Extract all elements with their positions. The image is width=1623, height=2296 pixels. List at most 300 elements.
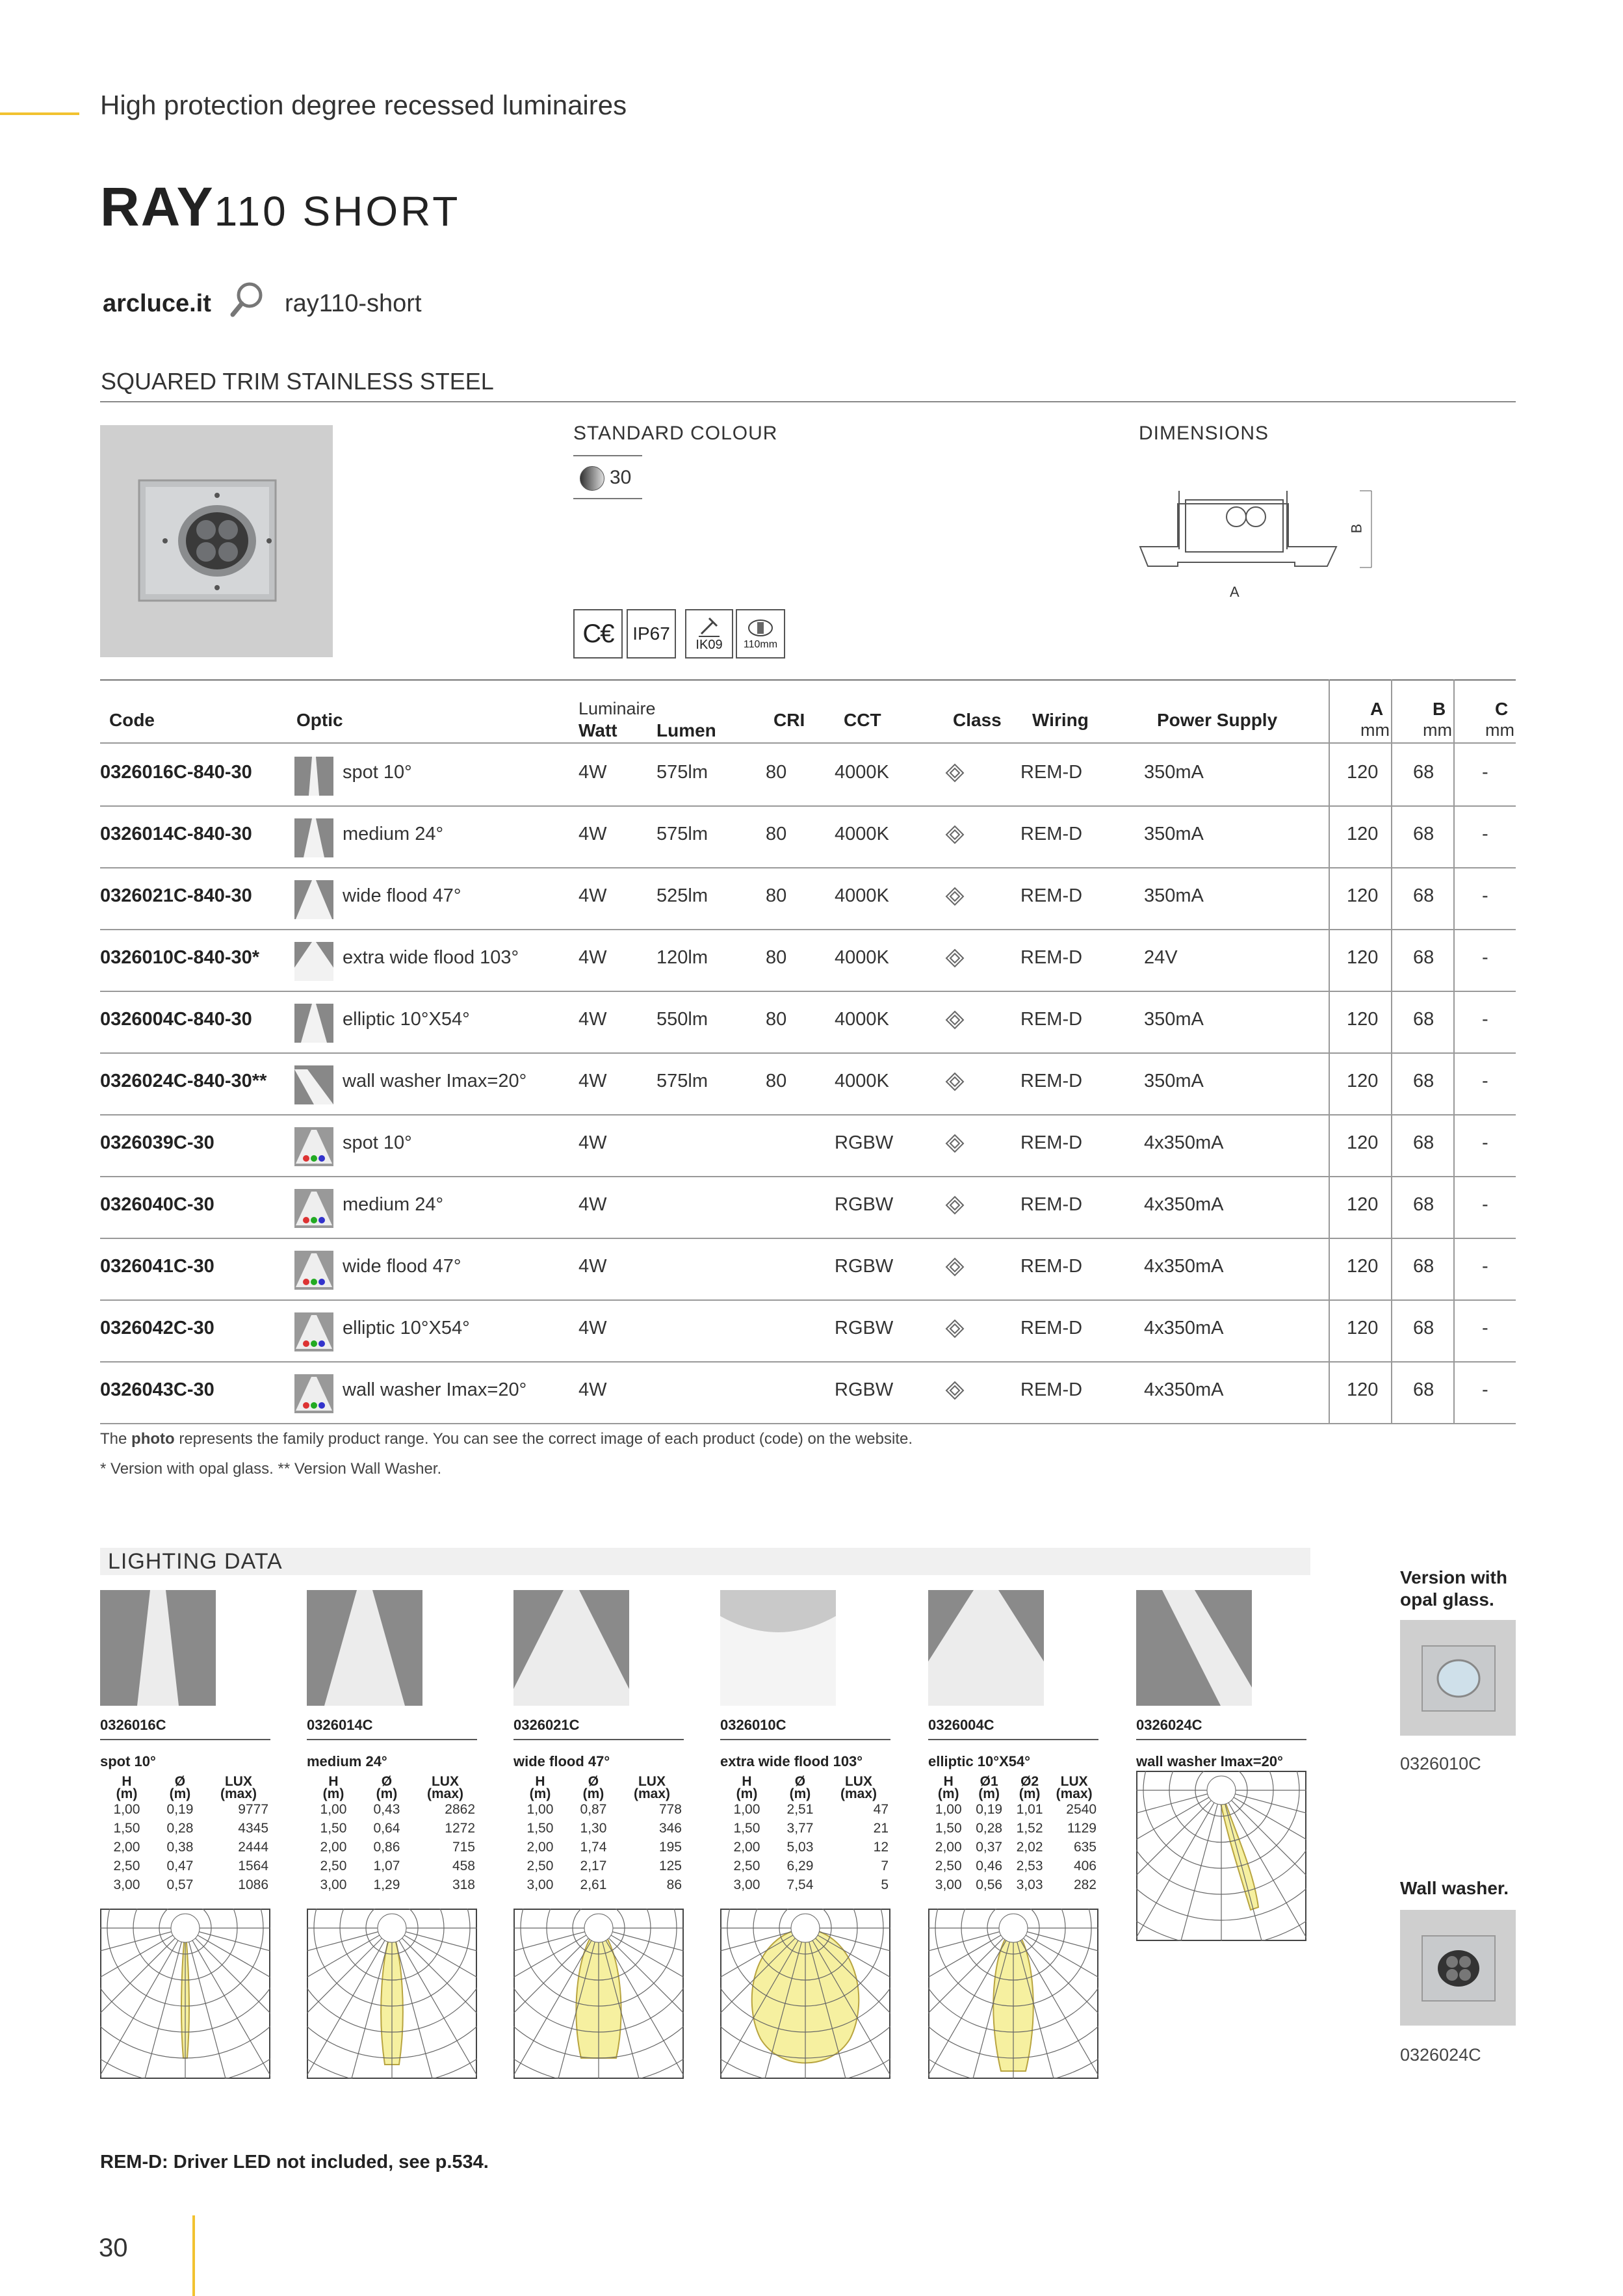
lighting-code: 0326014C	[307, 1717, 373, 1733]
cell-cct: 4000K	[835, 1009, 889, 1030]
polar-center	[171, 1914, 200, 1942]
cell-power: 350mA	[1144, 824, 1204, 844]
cell-optic: elliptic 10°X54°	[343, 1318, 470, 1338]
cell-optic: elliptic 10°X54°	[343, 1009, 470, 1030]
section-rule	[100, 401, 1516, 402]
lux-table-row	[928, 1819, 1098, 1838]
class-icon-path	[946, 1382, 963, 1399]
th-h	[307, 1775, 360, 1800]
lux-table-row	[720, 1875, 890, 1894]
table-row	[100, 744, 1516, 807]
lighting-code: 0326004C	[928, 1717, 994, 1733]
lighting-code: 0326016C	[100, 1717, 166, 1733]
cell-wiring: REM-D	[1020, 1379, 1083, 1400]
lux-table	[928, 1775, 1098, 1894]
lux-table-row	[513, 1800, 684, 1819]
cell-a: 120	[1347, 947, 1379, 968]
cell-c: -	[1482, 1318, 1488, 1338]
lux-cell: 2,00	[935, 1840, 962, 1855]
lux-cell: 2,61	[580, 1877, 607, 1892]
cell-watt: 4W	[578, 1318, 607, 1338]
cell-power: 350mA	[1144, 1071, 1204, 1091]
cell-a: 120	[1347, 1071, 1379, 1091]
lux-cell: 1,50	[733, 1821, 760, 1836]
lighting-optic: elliptic 10°X54°	[928, 1753, 1031, 1769]
cell-power: 4x350mA	[1144, 1256, 1224, 1277]
class-icon-path	[946, 950, 963, 967]
lux-cell: 195	[658, 1840, 682, 1855]
cell-c: -	[1482, 1071, 1488, 1091]
cell-c: -	[1482, 1256, 1488, 1277]
lux-table-row	[513, 1857, 684, 1875]
th-lux	[1050, 1775, 1098, 1800]
catalog-subtitle: High protection degree recessed luminaires	[100, 90, 627, 120]
page-number: 30	[99, 2234, 128, 2262]
lux-cell: 0,57	[166, 1877, 194, 1892]
lux-cell: 1,52	[1016, 1821, 1043, 1836]
luminaire-illustration	[100, 425, 333, 657]
cell-cri: 80	[766, 947, 787, 968]
class-insulation-icon	[945, 1072, 965, 1091]
lux-table-row	[720, 1819, 890, 1838]
product-title	[100, 176, 460, 239]
photo-note-bold: photo	[131, 1430, 175, 1448]
cell-code: 0326016C-840-30	[100, 762, 252, 783]
rgb-led-dot	[303, 1217, 309, 1223]
optic-beam-icon	[294, 1251, 333, 1290]
lux-cell: 5,03	[786, 1840, 814, 1855]
cell-lumen: 525lm	[656, 885, 708, 906]
optic-beam-shape	[294, 757, 333, 796]
cell-wiring: REM-D	[1020, 1071, 1083, 1091]
cell-optic: spot 10°	[343, 762, 412, 783]
lux-table-header	[513, 1775, 684, 1800]
lux-cell: 1,07	[373, 1859, 400, 1873]
th-lux	[413, 1775, 477, 1800]
rgb-led-dot	[303, 1155, 309, 1162]
lighting-code: 0326021C	[513, 1717, 580, 1733]
lux-table-row	[720, 1857, 890, 1875]
lux-cell: 1,50	[526, 1821, 554, 1836]
lux-cell: 0,28	[166, 1821, 194, 1836]
lux-table-row	[307, 1857, 477, 1875]
lux-cell: 282	[1073, 1877, 1097, 1892]
cell-wiring: REM-D	[1020, 1194, 1083, 1215]
beam-photo	[100, 1590, 216, 1706]
cell-cct: 4000K	[835, 824, 889, 844]
lux-cell: 12	[873, 1840, 889, 1855]
th-lux-top: LUX	[844, 1774, 872, 1789]
cell-cct: RGBW	[835, 1132, 894, 1153]
th-diameter-unit: (m)	[582, 1786, 604, 1801]
lux-cell: 1564	[238, 1859, 268, 1873]
table-row	[100, 867, 1516, 930]
lux-cell: 2,50	[526, 1859, 554, 1873]
lux-table	[100, 1775, 270, 1894]
cell-code: 0326010C-840-30*	[100, 947, 260, 968]
lux-cell: 2540	[1066, 1802, 1097, 1817]
cell-lumen: 120lm	[656, 947, 708, 968]
col-header-wiring: Wiring	[1032, 710, 1089, 730]
rgb-led-dot	[318, 1340, 325, 1347]
cell-power: 4x350mA	[1144, 1318, 1224, 1338]
lux-table-row	[720, 1838, 890, 1857]
lux-table-header	[720, 1775, 890, 1800]
lux-table-row	[720, 1800, 890, 1819]
th-lux-unit: (max)	[840, 1786, 877, 1801]
polar-diagram	[1136, 1771, 1306, 1941]
lux-table	[307, 1775, 477, 1894]
cell-optic: spot 10°	[343, 1132, 412, 1153]
ik09-text: IK09	[695, 637, 723, 652]
class-icon-path	[946, 1259, 963, 1275]
cell-lumen: 550lm	[656, 1009, 708, 1030]
website-link[interactable]: arcluce.it	[103, 290, 211, 317]
lux-cell: 3,00	[113, 1877, 140, 1892]
lux-table-header	[100, 1775, 270, 1800]
cell-b: 68	[1413, 1379, 1435, 1400]
rgb-optic-shape	[294, 1374, 333, 1413]
cell-watt: 4W	[578, 1071, 607, 1091]
th-lux-top: LUX	[1060, 1774, 1088, 1789]
lighting-column	[928, 1590, 1098, 1894]
lux-cell: 3,03	[1016, 1877, 1043, 1892]
lux-table-row	[307, 1800, 477, 1819]
col-header-cct: CCT	[844, 710, 881, 730]
header-accent-line	[0, 112, 79, 115]
optic-beam-icon	[294, 1312, 333, 1351]
lux-cell: 346	[658, 1821, 682, 1836]
cell-b: 68	[1413, 1256, 1435, 1277]
cell-cct: RGBW	[835, 1256, 894, 1277]
lux-cell: 3,00	[320, 1877, 347, 1892]
polar-center	[1207, 1776, 1236, 1805]
cell-wiring: REM-D	[1020, 762, 1083, 783]
cell-watt: 4W	[578, 1379, 607, 1400]
lux-cell: 1,30	[580, 1821, 607, 1836]
optic-beam-shape	[294, 818, 333, 857]
page-accent-bar	[192, 2215, 195, 2296]
th-h-unit: (m)	[937, 1786, 959, 1801]
lux-cell: 0,46	[976, 1859, 1003, 1873]
th-h-unit: (m)	[116, 1786, 138, 1801]
th-diameter-top: Ø1	[980, 1774, 998, 1789]
lux-cell: 2,50	[733, 1859, 760, 1873]
class-insulation-icon	[945, 1319, 965, 1338]
opal-version-code: 0326010C	[1400, 1754, 1481, 1773]
lux-cell: 0,43	[373, 1802, 400, 1817]
cell-code: 0326021C-840-30	[100, 885, 252, 906]
cell-code: 0326004C-840-30	[100, 1009, 252, 1030]
lux-cell: 0,37	[976, 1840, 1003, 1855]
cell-optic: medium 24°	[343, 824, 444, 844]
lux-table-header	[928, 1775, 1098, 1800]
th-h	[513, 1775, 567, 1800]
th-diameter-unit: (m)	[1019, 1786, 1041, 1801]
lux-cell: 0,38	[166, 1840, 194, 1855]
lighting-rule	[100, 1739, 270, 1740]
dimension-a-label: A	[1230, 584, 1240, 600]
lux-table-row	[100, 1857, 270, 1875]
product-photo	[100, 425, 333, 657]
lux-table-row	[928, 1857, 1098, 1875]
cell-b: 68	[1413, 947, 1435, 968]
lighting-rule	[928, 1739, 1098, 1740]
wall-washer-illustration	[1400, 1910, 1516, 2026]
cell-optic: wall washer Imax=20°	[343, 1071, 527, 1091]
rgb-led-dot	[311, 1155, 317, 1162]
rgb-led-dot	[311, 1402, 317, 1409]
lighting-column	[1136, 1590, 1306, 1770]
lighting-optic: wall washer Imax=20°	[1136, 1753, 1283, 1769]
th-diameter	[773, 1775, 827, 1800]
th-diameter	[153, 1775, 207, 1800]
cell-c: -	[1482, 762, 1488, 783]
col-header-c-unit: mm	[1485, 720, 1514, 740]
optic-beam-shape	[294, 880, 333, 919]
cell-a: 120	[1347, 1318, 1379, 1338]
optic-beam-icon	[294, 818, 333, 857]
lighting-rule	[1136, 1739, 1306, 1740]
colour-rule-bottom	[573, 498, 642, 499]
cell-a: 120	[1347, 1256, 1379, 1277]
table-row	[100, 1114, 1516, 1177]
lux-cell: 1129	[1067, 1821, 1097, 1836]
th-diameter-top: Ø	[794, 1774, 806, 1789]
cell-a: 120	[1347, 1194, 1379, 1215]
cell-b: 68	[1413, 1318, 1435, 1338]
cell-power: 4x350mA	[1144, 1132, 1224, 1153]
wall-washer-title: Wall washer.	[1400, 1878, 1509, 1898]
cell-b: 68	[1413, 1071, 1435, 1091]
class-icon-path	[946, 1073, 963, 1090]
title-light: 110 SHORT	[214, 188, 461, 235]
lighting-optic: medium 24°	[307, 1753, 387, 1769]
lux-cell: 2,00	[733, 1840, 760, 1855]
lux-cell: 1,50	[113, 1821, 140, 1836]
cell-a: 120	[1347, 1379, 1379, 1400]
cell-power: 24V	[1144, 947, 1178, 968]
lux-cell: 2,00	[526, 1840, 554, 1855]
cell-code: 0326040C-30	[100, 1194, 214, 1215]
col-header-b: B	[1433, 699, 1446, 719]
col-header-luminaire: Luminaire	[578, 699, 656, 718]
class-insulation-icon	[945, 1257, 965, 1277]
ik09-badge	[685, 609, 733, 659]
lux-cell: 9777	[238, 1802, 268, 1817]
class-insulation-icon	[945, 763, 965, 783]
cell-code: 0326043C-30	[100, 1379, 214, 1400]
th-lux-unit: (max)	[426, 1786, 463, 1801]
lux-table-row	[307, 1838, 477, 1857]
class-insulation-icon	[945, 948, 965, 968]
lux-cell: 3,77	[786, 1821, 814, 1836]
cell-cri: 80	[766, 1071, 787, 1091]
dimensions-label: DIMENSIONS	[1139, 423, 1269, 444]
cell-c: -	[1482, 1132, 1488, 1153]
optic-beam-shape	[294, 1004, 333, 1043]
th-diameter-unit: (m)	[978, 1786, 1000, 1801]
th-h-unit: (m)	[529, 1786, 551, 1801]
cell-wiring: REM-D	[1020, 1132, 1083, 1153]
lux-cell: 0,19	[976, 1802, 1003, 1817]
cell-watt: 4W	[578, 1132, 607, 1153]
polar-diagram	[720, 1909, 890, 2079]
product-slug[interactable]: ray110-short	[285, 290, 422, 317]
cell-a: 120	[1347, 885, 1379, 906]
cell-power: 4x350mA	[1144, 1379, 1224, 1400]
lighting-code: 0326024C	[1136, 1717, 1202, 1733]
opal-version-block	[1400, 1567, 1530, 1774]
th-lux-top: LUX	[638, 1774, 666, 1789]
ce-mark-icon: C€	[573, 609, 623, 659]
cell-cri: 80	[766, 1009, 787, 1030]
optic-beam-icon	[294, 942, 333, 981]
lux-table-row	[928, 1875, 1098, 1894]
cell-power: 4x350mA	[1144, 1194, 1224, 1215]
search-icon	[229, 281, 265, 320]
polar-center	[791, 1914, 820, 1942]
th-h	[928, 1775, 968, 1800]
cell-b: 68	[1413, 1009, 1435, 1030]
lux-cell: 0,56	[976, 1877, 1003, 1892]
table-row	[100, 805, 1516, 868]
photo-note-pre: The	[100, 1430, 132, 1448]
class-icon-path	[946, 1135, 963, 1152]
opal-version-photo	[1400, 1620, 1516, 1736]
lux-cell: 0,28	[976, 1821, 1003, 1836]
col-header-power: Power Supply	[1157, 710, 1278, 730]
th-h	[100, 1775, 153, 1800]
cell-code: 0326024C-840-30**	[100, 1071, 267, 1091]
photo-note	[100, 1430, 913, 1448]
lighting-rule	[720, 1739, 890, 1740]
rgb-led-dot	[303, 1279, 309, 1285]
cell-c: -	[1482, 1009, 1488, 1030]
class-icon-path	[946, 888, 963, 905]
th-lux	[207, 1775, 270, 1800]
optic-beam-shape	[294, 1065, 333, 1104]
th-diameter	[567, 1775, 620, 1800]
lux-table-row	[928, 1838, 1098, 1857]
standard-colour-label: STANDARD COLOUR	[573, 423, 778, 444]
dimensions-drawing	[1139, 484, 1373, 601]
lux-cell: 1,00	[526, 1802, 554, 1817]
th-diameter-unit: (m)	[376, 1786, 398, 1801]
lux-table-row	[513, 1838, 684, 1857]
beam-photo	[1136, 1590, 1252, 1706]
th-h-top: H	[535, 1774, 545, 1789]
class-insulation-icon	[945, 1381, 965, 1400]
rgb-optic-shape	[294, 1127, 333, 1166]
lux-cell: 0,47	[166, 1859, 194, 1873]
lux-table-row	[307, 1875, 477, 1894]
class-icon-path	[946, 764, 963, 781]
lux-cell: 2,50	[320, 1859, 347, 1873]
lux-table-row	[513, 1819, 684, 1838]
driver-note: REM-D: Driver LED not included, see p.534.	[100, 2152, 489, 2172]
cell-b: 68	[1413, 824, 1435, 844]
polar-center	[999, 1914, 1028, 1942]
lux-cell: 1,00	[320, 1802, 347, 1817]
lux-cell: 1,00	[113, 1802, 140, 1817]
polar-diagram	[100, 1909, 270, 2079]
lux-cell: 2444	[238, 1840, 268, 1855]
optic-beam-icon	[294, 1127, 333, 1166]
class-insulation-icon	[945, 825, 965, 844]
col-header-optic: Optic	[296, 710, 343, 730]
th-lux	[827, 1775, 890, 1800]
th-diameter-unit: (m)	[789, 1786, 811, 1801]
lux-cell: 2862	[445, 1802, 475, 1817]
lighting-title: LIGHTING DATA	[108, 1549, 283, 1574]
lux-cell: 86	[666, 1877, 682, 1892]
rgb-led-dot	[311, 1279, 317, 1285]
lux-cell: 2,17	[580, 1859, 607, 1873]
cell-wiring: REM-D	[1020, 947, 1083, 968]
lux-table-header	[307, 1775, 477, 1800]
lux-cell: 1,74	[580, 1840, 607, 1855]
class-insulation-icon	[945, 1195, 965, 1215]
wall-washer-code: 0326024C	[1400, 2045, 1481, 2065]
lux-cell: 2,00	[113, 1840, 140, 1855]
lux-cell: 406	[1073, 1859, 1097, 1873]
lux-cell: 3,00	[526, 1877, 554, 1892]
lux-table-row	[100, 1875, 270, 1894]
table-row	[100, 1361, 1516, 1424]
cell-a: 120	[1347, 1009, 1379, 1030]
beam-photo	[720, 1590, 836, 1706]
rgb-led-dot	[318, 1217, 325, 1223]
lux-cell: 3,00	[935, 1877, 962, 1892]
cell-cct: 4000K	[835, 762, 889, 783]
class-icon-path	[946, 1011, 963, 1028]
cell-a: 120	[1347, 1132, 1379, 1153]
beam-photo	[928, 1590, 1044, 1706]
optic-beam-shape	[294, 942, 333, 981]
polar-center	[584, 1914, 613, 1942]
polar-center	[378, 1914, 406, 1942]
class-icon-path	[946, 1197, 963, 1214]
th-diameter-top: Ø2	[1020, 1774, 1039, 1789]
lighting-optic: extra wide flood 103°	[720, 1753, 863, 1769]
class-insulation-icon	[945, 1010, 965, 1030]
opal-version-title: Version with opal glass.	[1400, 1567, 1507, 1610]
table-row	[100, 1299, 1516, 1363]
lux-table-row	[513, 1875, 684, 1894]
cell-a: 120	[1347, 824, 1379, 844]
optic-beam-path	[304, 818, 324, 857]
lux-cell: 1,29	[373, 1877, 400, 1892]
cell-c: -	[1482, 1379, 1488, 1400]
lux-cell: 458	[452, 1859, 475, 1873]
class-insulation-icon	[945, 1134, 965, 1153]
cell-cct: RGBW	[835, 1379, 894, 1400]
dimension-b-label: B	[1348, 523, 1365, 534]
depth-text: 110mm	[743, 639, 778, 650]
th-diameter-top: Ø	[174, 1774, 186, 1789]
th-diameter-top: Ø	[588, 1774, 599, 1789]
ip67-text: IP67	[632, 623, 670, 644]
lux-cell: 7	[881, 1859, 889, 1873]
versions-note: * Version with opal glass. ** Version Wall Washer.	[100, 1460, 442, 1478]
ip67-badge	[627, 609, 676, 659]
lighting-column	[720, 1590, 890, 1894]
lighting-rule	[513, 1739, 684, 1740]
cell-optic: wall washer Imax=20°	[343, 1379, 527, 1400]
cell-wiring: REM-D	[1020, 885, 1083, 906]
th-lux-unit: (max)	[220, 1786, 257, 1801]
